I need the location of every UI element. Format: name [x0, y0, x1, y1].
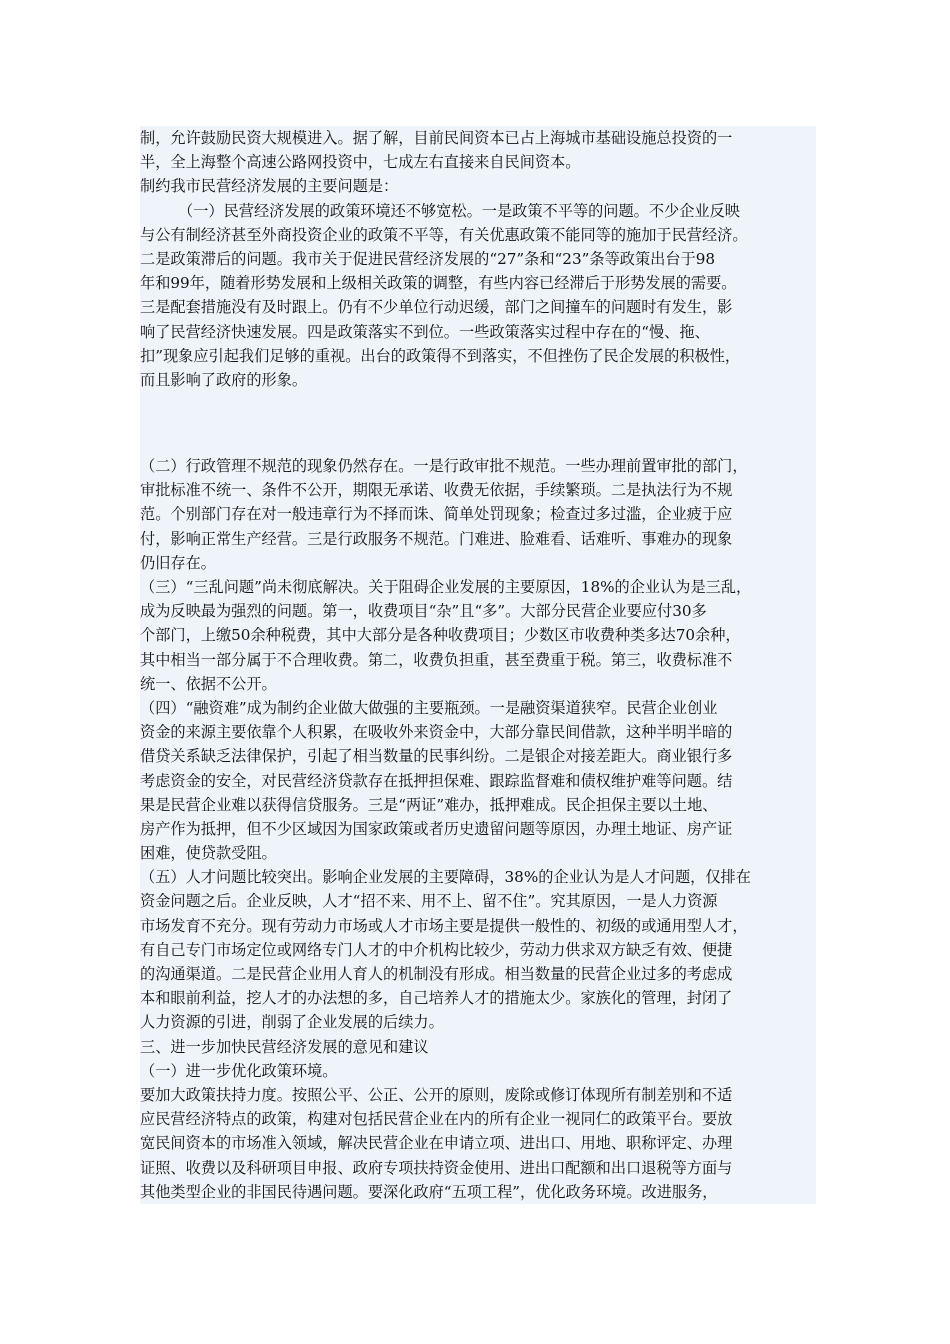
text-line: 审批标准不统一、条件不公开，期限无承诺、收费无依据，手续繁琐。二是执法行为不规	[140, 481, 733, 500]
text-line: 市场发育不充分。现有劳动力市场或人才市场主要是提供一般性的、初级的或通用型人才，	[140, 916, 748, 935]
text-line: （三）“三乱问题”尚未彻底解决。关于阻碍企业发展的主要原因，18%的企业认为是三乱，	[140, 578, 752, 596]
text-line: 二是政策滞后的问题。我市关于促进民营经济发展的“27”条和“23”条等政策出台于98	[140, 249, 716, 268]
text-line: 个部门，上缴50余种税费，其中大部分是各种收费项目；少数区市收费种类多达70余种，	[140, 626, 741, 645]
text-line: 响了民营经济快速发展。四是政策落实不到位。一些政策落实过程中存在的“慢、拖、	[140, 322, 710, 341]
text-line: 房产作为抵押，但不少区域因为国家政策或者历史遗留问题等原因，办理土地证、房产证	[140, 819, 733, 838]
text-line: 本和眼前利益，挖人才的办法想的多，自己培养人才的措施太少。家族化的管理，封闭了	[140, 989, 733, 1008]
text-line: 考虑资金的安全，对民营经济贷款存在抵押担保难、跟踪监督难和债权维护难等问题。结	[140, 771, 733, 790]
text-line: 半，全上海整个高速公路网投资中，七成左右直接来自民间资本。	[140, 153, 581, 172]
text-line: 与公有制经济甚至外商投资企业的政策不平等，有关优惠政策不能同等的施加于民营经济。	[140, 225, 748, 244]
text-line: 成为反映最为强烈的问题。第一，收费项目“杂”且“多”。大部分民营企业要应付30多	[140, 602, 707, 621]
text-line: 资金问题之后。企业反映，人才“招不来、用不上、留不住”。究其原因，一是人力资源	[140, 892, 718, 911]
text-line: 果是民营企业难以获得信贷服务。三是“两证”难办，抵押难成。民企担保主要以土地、	[140, 795, 718, 814]
text-line: 而且影响了政府的形象。	[140, 370, 308, 389]
text-line: 其中相当一部分属于不合理收费。第二，收费负担重，甚至费重于税。第三，收费标准不	[140, 650, 733, 669]
text-line: 统一、依据不公开。	[140, 674, 277, 693]
text-line: 资金的来源主要依靠个人积累，在吸收外来资金中，大部分靠民间借款，这种半明半暗的	[140, 723, 733, 742]
document-body	[140, 126, 816, 1204]
section-heading: 三、进一步加快民营经济发展的意见和建议	[140, 1037, 429, 1056]
text-line: 其他类型企业的非国民待遇问题。要深化政府“五项工程”，优化政务环境。改进服务，	[140, 1182, 718, 1201]
intro-block	[140, 126, 816, 199]
text-line: （四）“融资难”成为制约企业做大做强的主要瓶颈。一是融资渠道狭窄。民营企业创业	[140, 698, 718, 717]
paragraph-talent	[140, 865, 816, 1034]
text-line: 范。个别部门存在对一般违章行为不择而诛、简单处罚现象；检查过多过滥，企业疲于应	[140, 505, 733, 524]
paragraph-administration	[140, 454, 816, 575]
text-line: 仍旧存在。	[140, 553, 216, 572]
text-line: （五）人才问题比较突出。影响企业发展的主要障碍，38%的企业认为是人才问题，仅排在	[140, 868, 751, 887]
paragraph-policy-environment	[140, 199, 816, 455]
text-line: （一）民营经济发展的政策环境还不够宽松。一是政策不平等的问题。不少企业反映	[178, 201, 740, 220]
paragraph-spacer	[140, 392, 816, 454]
text-line: 三是配套措施没有及时跟上。仍有不少单位行动迟缓，部门之间撞车的问题时有发生，影	[140, 298, 733, 317]
subsection-heading: （一）进一步优化政策环境。	[140, 1061, 338, 1080]
text-line: 应民营经济特点的政策，构建对包括民营企业在内的所有企业一视同仁的政策平台。要放	[140, 1110, 733, 1129]
text-line: 困难，使贷款受阻。	[140, 844, 277, 863]
paragraph-policy-support	[140, 1083, 816, 1204]
text-line: （二）行政管理不规范的现象仍然存在。一是行政审批不规范。一些办理前置审批的部门，	[140, 457, 748, 476]
section-three	[140, 1035, 816, 1083]
text-line: 借贷关系缺乏法律保护，引起了相当数量的民事纠纷。二是银企对接差距大。商业银行多	[140, 747, 733, 766]
text-line: 要加大政策扶持力度。按照公平、公正、公开的原则，废除或修订体现所有制差别和不适	[140, 1085, 733, 1104]
text-line: 扣”现象应引起我们足够的重视。出台的政策得不到落实，不但挫伤了民企发展的积极性，	[140, 346, 741, 365]
text-line: 宽民间资本的市场准入领域，解决民营企业在申请立项、进出口、用地、职称评定、办理	[140, 1134, 733, 1153]
text-line: 有自己专门市场定位或网络专门人才的中介机构比较少，劳动力供求双方缺乏有效、便捷	[140, 940, 733, 959]
text-line: 人力资源的引进，削弱了企业发展的后续力。	[140, 1013, 444, 1032]
text-line: 证照、收费以及科研项目申报、政府专项扶持资金使用、进出口配额和出口退税等方面与	[140, 1158, 733, 1177]
text-line: 付，影响正常生产经营。三是行政服务不规范。门难进、脸难看、话难听、事难办的现象	[140, 529, 733, 548]
text-line: 的沟通渠道。二是民营企业用人育人的机制没有形成。相当数量的民营企业过多的考虑成	[140, 965, 733, 983]
text-line: 制，允许鼓励民资大规模进入。据了解，目前民间资本已占上海城市基础设施总投资的一	[140, 129, 733, 147]
paragraph-financing	[140, 696, 816, 865]
text-line: 年和99年，随着形势发展和上级相关政策的调整，有些内容已经滞后于形势发展的需要。	[140, 274, 737, 293]
paragraph-three-chaos	[140, 575, 816, 696]
text-line: 制约我市民营经济发展的主要问题是：	[140, 177, 399, 196]
